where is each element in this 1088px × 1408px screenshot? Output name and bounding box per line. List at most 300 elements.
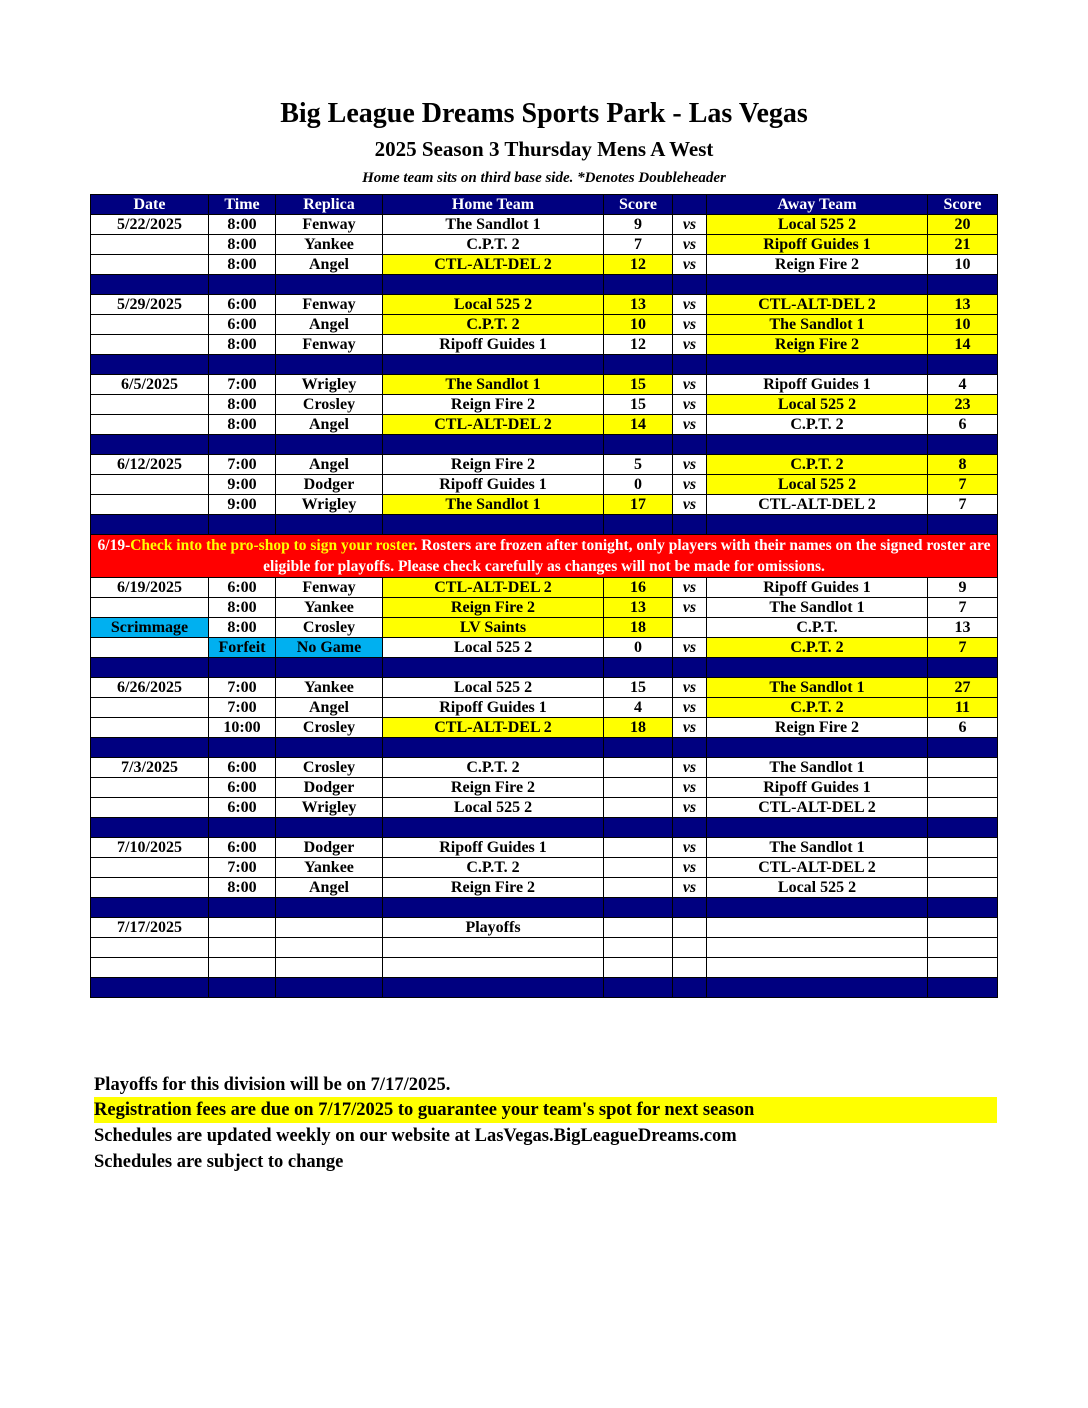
- vs-cell: [673, 938, 707, 958]
- table-row: [91, 415, 998, 435]
- vs-cell: vs: [673, 335, 707, 355]
- replica-cell: Fenway: [276, 335, 383, 355]
- away-team-cell: C.P.T. 2: [707, 415, 928, 435]
- away-team-cell: C.P.T. 2: [707, 638, 928, 658]
- date-cell: [91, 415, 209, 435]
- vs-cell: vs: [673, 678, 707, 698]
- separator-cell: [91, 275, 209, 295]
- vs-cell: [673, 958, 707, 978]
- time-cell: 7:00: [209, 858, 276, 878]
- date-cell: 5/29/2025: [91, 295, 209, 315]
- vs-cell: vs: [673, 315, 707, 335]
- separator-cell: [209, 435, 276, 455]
- separator-cell: [209, 275, 276, 295]
- col-header-time: Time: [209, 195, 276, 215]
- time-cell: 7:00: [209, 375, 276, 395]
- time-cell: 8:00: [209, 335, 276, 355]
- table-row: [91, 718, 998, 738]
- separator-cell: [383, 515, 604, 535]
- home-score-cell: 12: [604, 335, 673, 355]
- vs-cell: vs: [673, 255, 707, 275]
- away-team-cell: CTL-ALT-DEL 2: [707, 495, 928, 515]
- home-team-cell: C.P.T. 2: [383, 235, 604, 255]
- footer-registration-note: Registration fees are due on 7/17/2025 to guarantee your team's spot for next season: [94, 1097, 997, 1123]
- separator-cell: [707, 898, 928, 918]
- home-team-cell: Local 525 2: [383, 798, 604, 818]
- away-team-cell: The Sandlot 1: [707, 315, 928, 335]
- home-score-cell: 17: [604, 495, 673, 515]
- replica-cell: [276, 918, 383, 938]
- vs-cell: [673, 918, 707, 938]
- away-team-cell: The Sandlot 1: [707, 598, 928, 618]
- table-row: [91, 758, 998, 778]
- col-header-vs: [673, 195, 707, 215]
- date-cell: [91, 718, 209, 738]
- table-row: [91, 678, 998, 698]
- time-cell: 8:00: [209, 255, 276, 275]
- home-score-cell: 0: [604, 475, 673, 495]
- home-score-cell: 15: [604, 395, 673, 415]
- time-cell: 9:00: [209, 475, 276, 495]
- date-cell: [91, 778, 209, 798]
- replica-cell: Dodger: [276, 475, 383, 495]
- away-score-cell: 9: [928, 578, 998, 598]
- home-score-cell: 9: [604, 215, 673, 235]
- table-row: [91, 578, 998, 598]
- away-team-cell: The Sandlot 1: [707, 758, 928, 778]
- date-cell: 6/12/2025: [91, 455, 209, 475]
- away-team-cell: The Sandlot 1: [707, 838, 928, 858]
- home-score-cell: [604, 878, 673, 898]
- home-team-cell: CTL-ALT-DEL 2: [383, 415, 604, 435]
- roster-notice-row: [91, 535, 998, 578]
- away-team-cell: [707, 958, 928, 978]
- separator-cell: [673, 275, 707, 295]
- away-score-cell: 8: [928, 455, 998, 475]
- home-score-cell: [604, 958, 673, 978]
- away-team-cell: Local 525 2: [707, 475, 928, 495]
- away-team-cell: C.P.T. 2: [707, 455, 928, 475]
- vs-cell: [673, 618, 707, 638]
- date-cell: 7/10/2025: [91, 838, 209, 858]
- home-team-cell: C.P.T. 2: [383, 315, 604, 335]
- separator-cell: [276, 738, 383, 758]
- replica-cell: Angel: [276, 315, 383, 335]
- replica-cell: [276, 938, 383, 958]
- date-cell: [91, 335, 209, 355]
- separator-cell: [928, 355, 998, 375]
- home-score-cell: 0: [604, 638, 673, 658]
- week-separator-row: [91, 515, 998, 535]
- date-cell: [91, 938, 209, 958]
- away-score-cell: [928, 878, 998, 898]
- vs-cell: vs: [673, 598, 707, 618]
- replica-cell: Crosley: [276, 718, 383, 738]
- away-team-cell: Ripoff Guides 1: [707, 375, 928, 395]
- separator-cell: [91, 355, 209, 375]
- away-score-cell: 20: [928, 215, 998, 235]
- home-team-cell: Reign Fire 2: [383, 878, 604, 898]
- table-row: [91, 235, 998, 255]
- page-title: Big League Dreams Sports Park - Las Vegas: [280, 98, 808, 129]
- table-row: [91, 215, 998, 235]
- col-header-away-team: Away Team: [707, 195, 928, 215]
- away-team-cell: Local 525 2: [707, 878, 928, 898]
- notice-highlight: Check into the pro-shop to sign your roster: [130, 537, 414, 554]
- table-row: [91, 798, 998, 818]
- separator-cell: [604, 435, 673, 455]
- separator-cell: [707, 978, 928, 998]
- week-separator-row: [91, 978, 998, 998]
- table-row: [91, 455, 998, 475]
- home-team-cell: Ripoff Guides 1: [383, 475, 604, 495]
- home-score-cell: 18: [604, 618, 673, 638]
- separator-cell: [928, 818, 998, 838]
- replica-cell: No Game: [276, 638, 383, 658]
- date-cell: [91, 698, 209, 718]
- separator-cell: [707, 355, 928, 375]
- time-cell: Forfeit: [209, 638, 276, 658]
- away-score-cell: 10: [928, 255, 998, 275]
- table-row: [91, 838, 998, 858]
- table-row: [91, 475, 998, 495]
- time-cell: 8:00: [209, 395, 276, 415]
- replica-cell: Crosley: [276, 758, 383, 778]
- date-cell: [91, 858, 209, 878]
- separator-cell: [928, 978, 998, 998]
- week-separator-row: [91, 275, 998, 295]
- away-team-cell: CTL-ALT-DEL 2: [707, 858, 928, 878]
- vs-cell: vs: [673, 638, 707, 658]
- time-cell: 8:00: [209, 618, 276, 638]
- replica-cell: Crosley: [276, 618, 383, 638]
- vs-cell: vs: [673, 798, 707, 818]
- separator-cell: [604, 658, 673, 678]
- away-score-cell: [928, 778, 998, 798]
- separator-cell: [673, 355, 707, 375]
- separator-cell: [604, 898, 673, 918]
- time-cell: 6:00: [209, 758, 276, 778]
- replica-cell: Wrigley: [276, 375, 383, 395]
- home-score-cell: [604, 938, 673, 958]
- away-score-cell: 13: [928, 618, 998, 638]
- separator-cell: [673, 818, 707, 838]
- home-score-cell: [604, 798, 673, 818]
- separator-cell: [673, 738, 707, 758]
- separator-cell: [209, 515, 276, 535]
- table-row: [91, 255, 998, 275]
- home-score-cell: 18: [604, 718, 673, 738]
- separator-cell: [383, 978, 604, 998]
- table-row: [91, 938, 998, 958]
- home-team-cell: Ripoff Guides 1: [383, 335, 604, 355]
- date-cell: [91, 315, 209, 335]
- separator-cell: [276, 355, 383, 375]
- table-row: [91, 375, 998, 395]
- date-cell: [91, 395, 209, 415]
- roster-notice: [91, 535, 998, 578]
- home-score-cell: [604, 778, 673, 798]
- home-score-cell: 5: [604, 455, 673, 475]
- replica-cell: Angel: [276, 455, 383, 475]
- time-cell: [209, 918, 276, 938]
- date-cell: [91, 878, 209, 898]
- away-score-cell: 13: [928, 295, 998, 315]
- vs-cell: vs: [673, 718, 707, 738]
- away-score-cell: 11: [928, 698, 998, 718]
- date-cell: Scrimmage: [91, 618, 209, 638]
- home-score-cell: 7: [604, 235, 673, 255]
- vs-cell: vs: [673, 778, 707, 798]
- away-team-cell: [707, 918, 928, 938]
- home-team-cell: Ripoff Guides 1: [383, 698, 604, 718]
- separator-cell: [928, 898, 998, 918]
- separator-cell: [928, 515, 998, 535]
- separator-cell: [209, 978, 276, 998]
- col-header-date: Date: [91, 195, 209, 215]
- schedule-body: [91, 215, 998, 998]
- page-subtitle: 2025 Season 3 Thursday Mens A West: [374, 137, 714, 161]
- date-cell: [91, 235, 209, 255]
- home-score-cell: [604, 858, 673, 878]
- home-score-cell: 13: [604, 598, 673, 618]
- table-row: [91, 858, 998, 878]
- home-score-cell: 16: [604, 578, 673, 598]
- separator-cell: [707, 275, 928, 295]
- away-score-cell: [928, 838, 998, 858]
- week-separator-row: [91, 658, 998, 678]
- time-cell: 7:00: [209, 698, 276, 718]
- notice-text: . Rosters are frozen after tonight, only players with their names on the signed roster are eligible for playoffs. Please check carefully as changes will not be made for omissions.: [263, 537, 991, 575]
- home-score-cell: 4: [604, 698, 673, 718]
- time-cell: 9:00: [209, 495, 276, 515]
- table-row: [91, 958, 998, 978]
- table-row: [91, 638, 998, 658]
- vs-cell: vs: [673, 698, 707, 718]
- date-cell: [91, 638, 209, 658]
- separator-cell: [209, 658, 276, 678]
- time-cell: 6:00: [209, 798, 276, 818]
- table-row: [91, 698, 998, 718]
- separator-cell: [383, 275, 604, 295]
- date-cell: [91, 598, 209, 618]
- home-team-cell: CTL-ALT-DEL 2: [383, 718, 604, 738]
- away-score-cell: 6: [928, 415, 998, 435]
- replica-cell: Yankee: [276, 858, 383, 878]
- home-team-note: Home team sits on third base side. *Denotes Doubleheader: [362, 170, 726, 186]
- vs-cell: vs: [673, 495, 707, 515]
- replica-cell: Angel: [276, 255, 383, 275]
- separator-cell: [604, 355, 673, 375]
- vs-cell: vs: [673, 415, 707, 435]
- time-cell: 8:00: [209, 598, 276, 618]
- time-cell: 6:00: [209, 838, 276, 858]
- time-cell: 8:00: [209, 878, 276, 898]
- week-separator-row: [91, 818, 998, 838]
- separator-cell: [91, 738, 209, 758]
- table-row: [91, 335, 998, 355]
- separator-cell: [276, 898, 383, 918]
- schedule-table: [90, 194, 998, 998]
- home-score-cell: 10: [604, 315, 673, 335]
- home-score-cell: 12: [604, 255, 673, 275]
- home-score-cell: 14: [604, 415, 673, 435]
- separator-cell: [707, 818, 928, 838]
- home-team-cell: The Sandlot 1: [383, 495, 604, 515]
- replica-cell: Yankee: [276, 678, 383, 698]
- separator-cell: [928, 435, 998, 455]
- date-cell: 6/26/2025: [91, 678, 209, 698]
- away-team-cell: Reign Fire 2: [707, 335, 928, 355]
- table-row: [91, 295, 998, 315]
- away-team-cell: Reign Fire 2: [707, 718, 928, 738]
- separator-cell: [928, 275, 998, 295]
- separator-cell: [383, 355, 604, 375]
- week-separator-row: [91, 738, 998, 758]
- separator-cell: [673, 435, 707, 455]
- away-score-cell: 6: [928, 718, 998, 738]
- separator-cell: [276, 515, 383, 535]
- home-score-cell: 15: [604, 375, 673, 395]
- vs-cell: vs: [673, 838, 707, 858]
- separator-cell: [91, 898, 209, 918]
- replica-cell: Angel: [276, 878, 383, 898]
- separator-cell: [276, 275, 383, 295]
- vs-cell: vs: [673, 578, 707, 598]
- separator-cell: [91, 515, 209, 535]
- separator-cell: [604, 978, 673, 998]
- away-score-cell: [928, 758, 998, 778]
- vs-cell: vs: [673, 455, 707, 475]
- time-cell: 8:00: [209, 235, 276, 255]
- away-score-cell: 14: [928, 335, 998, 355]
- replica-cell: Dodger: [276, 838, 383, 858]
- vs-cell: vs: [673, 878, 707, 898]
- home-team-cell: Reign Fire 2: [383, 455, 604, 475]
- separator-cell: [209, 818, 276, 838]
- table-row: [91, 918, 998, 938]
- home-team-cell: Ripoff Guides 1: [383, 838, 604, 858]
- separator-cell: [91, 435, 209, 455]
- away-score-cell: 27: [928, 678, 998, 698]
- home-team-cell: Reign Fire 2: [383, 598, 604, 618]
- time-cell: 8:00: [209, 415, 276, 435]
- col-header-replica: Replica: [276, 195, 383, 215]
- home-team-cell: Playoffs: [383, 918, 604, 938]
- col-header-home-score: Score: [604, 195, 673, 215]
- date-cell: 7/3/2025: [91, 758, 209, 778]
- week-separator-row: [91, 898, 998, 918]
- home-team-cell: Reign Fire 2: [383, 395, 604, 415]
- home-team-cell: Local 525 2: [383, 638, 604, 658]
- home-team-cell: Local 525 2: [383, 295, 604, 315]
- table-row: [91, 495, 998, 515]
- table-row: [91, 778, 998, 798]
- time-cell: [209, 958, 276, 978]
- footer-change-note: Schedules are subject to change: [94, 1152, 344, 1172]
- time-cell: 7:00: [209, 455, 276, 475]
- time-cell: 6:00: [209, 315, 276, 335]
- away-team-cell: The Sandlot 1: [707, 678, 928, 698]
- away-team-cell: C.P.T.: [707, 618, 928, 638]
- replica-cell: Yankee: [276, 235, 383, 255]
- home-team-cell: C.P.T. 2: [383, 858, 604, 878]
- replica-cell: Wrigley: [276, 798, 383, 818]
- time-cell: 6:00: [209, 778, 276, 798]
- table-row: [91, 315, 998, 335]
- away-team-cell: Local 525 2: [707, 215, 928, 235]
- away-score-cell: 4: [928, 375, 998, 395]
- date-cell: 6/19/2025: [91, 578, 209, 598]
- separator-cell: [707, 515, 928, 535]
- separator-cell: [604, 818, 673, 838]
- home-score-cell: [604, 918, 673, 938]
- away-team-cell: CTL-ALT-DEL 2: [707, 798, 928, 818]
- away-score-cell: [928, 958, 998, 978]
- table-row: [91, 395, 998, 415]
- replica-cell: Yankee: [276, 598, 383, 618]
- home-score-cell: [604, 758, 673, 778]
- away-team-cell: Reign Fire 2: [707, 255, 928, 275]
- away-team-cell: Local 525 2: [707, 395, 928, 415]
- vs-cell: vs: [673, 395, 707, 415]
- notice-prefix: 6/19-: [97, 537, 131, 554]
- separator-cell: [928, 738, 998, 758]
- time-cell: [209, 938, 276, 958]
- replica-cell: Dodger: [276, 778, 383, 798]
- separator-cell: [673, 978, 707, 998]
- home-team-cell: Local 525 2: [383, 678, 604, 698]
- separator-cell: [209, 355, 276, 375]
- separator-cell: [276, 978, 383, 998]
- separator-cell: [928, 658, 998, 678]
- time-cell: 10:00: [209, 718, 276, 738]
- date-cell: [91, 475, 209, 495]
- home-team-cell: [383, 938, 604, 958]
- date-cell: 7/17/2025: [91, 918, 209, 938]
- separator-cell: [383, 818, 604, 838]
- vs-cell: vs: [673, 475, 707, 495]
- time-cell: 8:00: [209, 215, 276, 235]
- separator-cell: [673, 898, 707, 918]
- table-row: [91, 878, 998, 898]
- date-cell: 6/5/2025: [91, 375, 209, 395]
- separator-cell: [276, 818, 383, 838]
- date-cell: [91, 255, 209, 275]
- home-score-cell: 13: [604, 295, 673, 315]
- replica-cell: Fenway: [276, 215, 383, 235]
- col-header-away-score: Score: [928, 195, 998, 215]
- separator-cell: [383, 738, 604, 758]
- vs-cell: vs: [673, 235, 707, 255]
- separator-cell: [383, 658, 604, 678]
- separator-cell: [673, 515, 707, 535]
- separator-cell: [604, 275, 673, 295]
- col-header-home-team: Home Team: [383, 195, 604, 215]
- table-row: [91, 598, 998, 618]
- table-header-row: [91, 195, 998, 215]
- separator-cell: [707, 435, 928, 455]
- separator-cell: [91, 978, 209, 998]
- separator-cell: [276, 435, 383, 455]
- replica-cell: [276, 958, 383, 978]
- away-score-cell: 23: [928, 395, 998, 415]
- away-score-cell: 21: [928, 235, 998, 255]
- separator-cell: [707, 658, 928, 678]
- vs-cell: vs: [673, 295, 707, 315]
- replica-cell: Angel: [276, 415, 383, 435]
- home-team-cell: CTL-ALT-DEL 2: [383, 255, 604, 275]
